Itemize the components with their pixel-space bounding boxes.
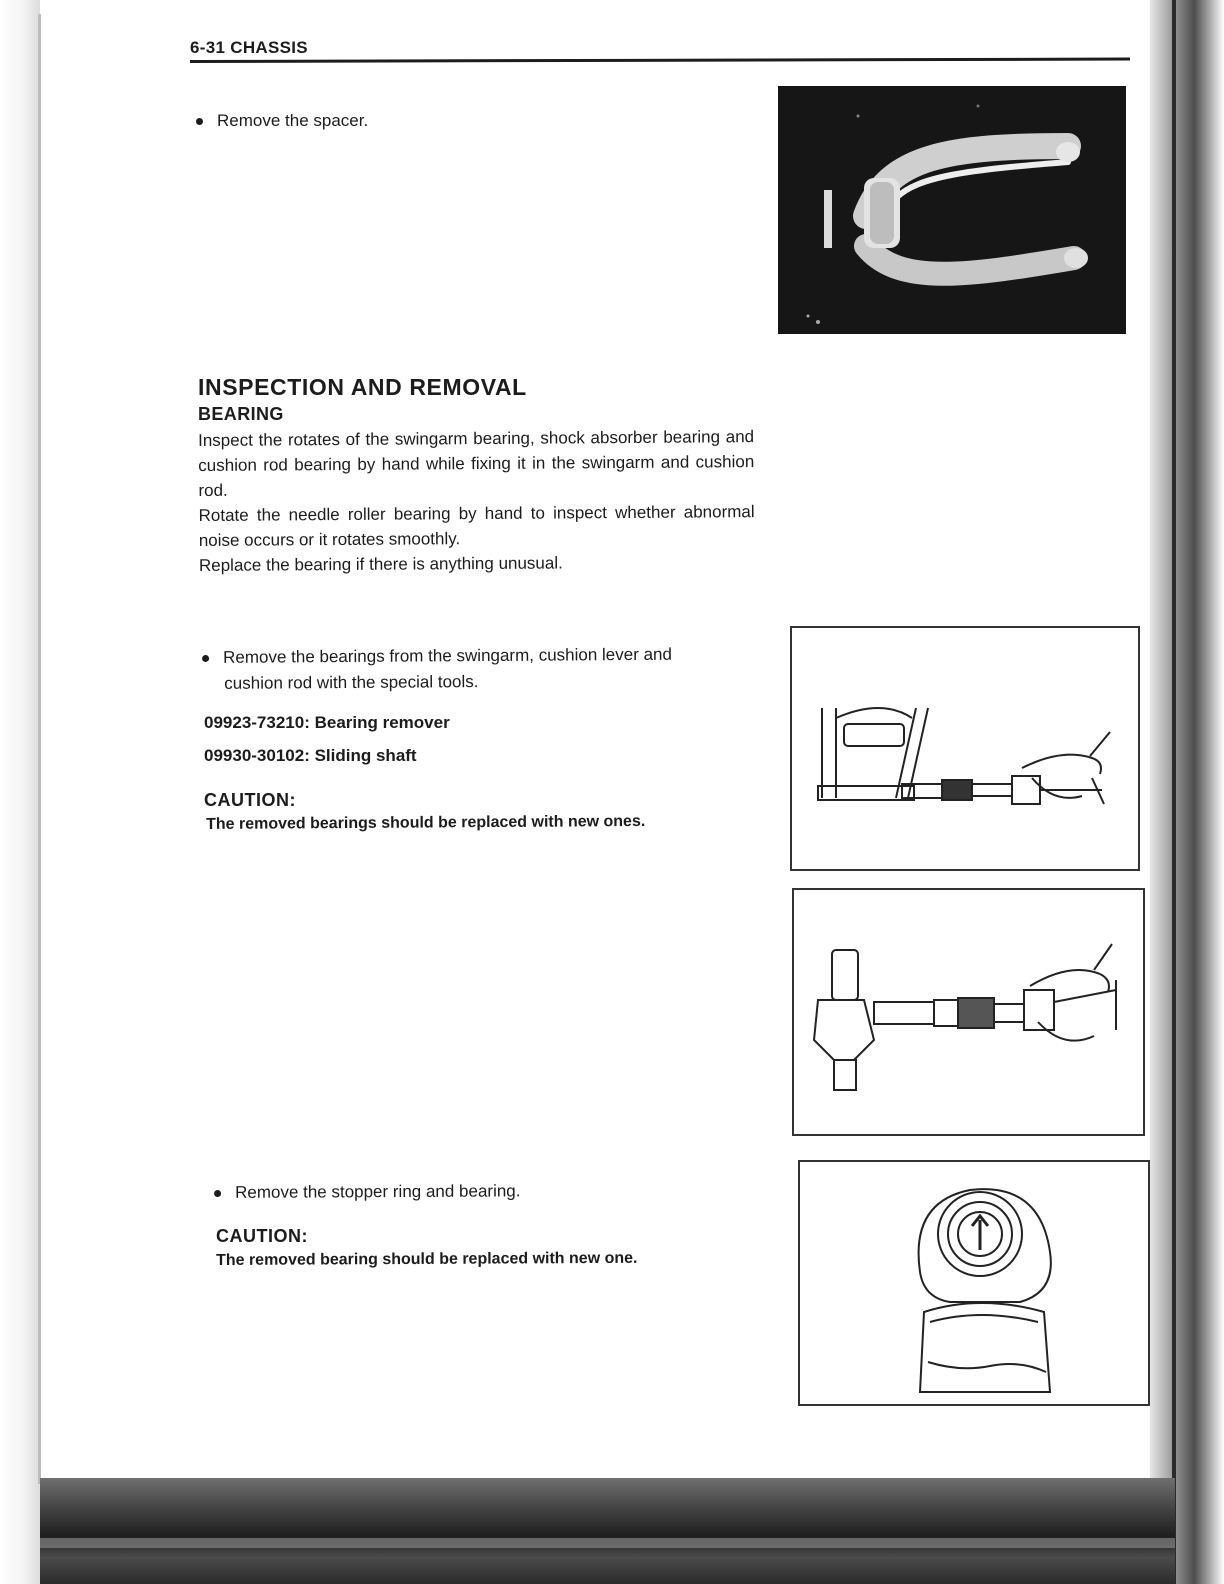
caution-label-1: CAUTION: [204,790,296,810]
step-remove-spacer-text: Remove the spacer. [217,111,369,130]
tool-sliding-shaft: 09930-30102: Sliding shaft [204,746,417,765]
step-remove-stopper-ring-text: Remove the stopper ring and bearing. [235,1181,521,1202]
step-remove-stopper-ring [214,1178,521,1206]
header-rule [190,58,1130,63]
step-remove-bearings-line1: Remove the bearings from the swingarm, cushion lever and [223,644,672,667]
paragraph-2: Rotate the needle roller bearing by hand to inspect whether abnormal noise occurs or it rotates smoothly. [198,502,755,550]
stopper-ring-removal-icon [800,1162,1148,1404]
caution-label-2: CAUTION: [216,1226,308,1246]
swingarm-photo-icon [778,86,1126,334]
bullet-icon [214,1190,221,1197]
caution-text-2: The removed bearing should be replaced with new one. [216,1249,638,1269]
paragraph-3: Replace the bearing if there is anything unusual. [198,553,563,575]
scan-left-binding-line [38,14,41,1484]
figure-bearing-remover-swingarm [790,626,1140,871]
step-remove-spacer [196,108,368,134]
bullet-icon [196,118,203,125]
section-title: INSPECTION AND REMOVAL [198,374,527,400]
step-remove-bearings-line2: cushion rod with the special tools. [224,672,479,693]
bearing-remover-swingarm-icon [792,628,1138,869]
paragraph-1: Inspect the rotates of the swingarm bearing, shock absorber bearing and cushion rod bearing by hand while fixing it in the swingarm and cushion rod. [198,427,755,500]
scan-right-edge-line [1172,0,1176,1584]
scan-right-edge [1150,0,1224,1584]
scan-bottom-band [40,1538,1175,1548]
bullet-icon [202,655,209,662]
section-subtitle: BEARING [198,404,284,424]
running-header: 6-31 CHASSIS [190,38,308,57]
tool-bearing-remover: 09923-73210: Bearing remover [204,713,450,732]
step-remove-bearings [202,642,672,697]
scan-left-margin [0,0,40,1584]
figure-stopper-ring-removal [798,1160,1150,1406]
figure-bearing-remover-cushion-lever [792,888,1145,1136]
scan-bottom-shadow [40,1478,1175,1584]
bearing-remover-cushion-lever-icon [794,890,1143,1134]
caution-text-1: The removed bearings should be replaced with new ones. [206,812,646,833]
swingarm-photo [778,86,1126,334]
inspection-paragraph [198,424,755,578]
